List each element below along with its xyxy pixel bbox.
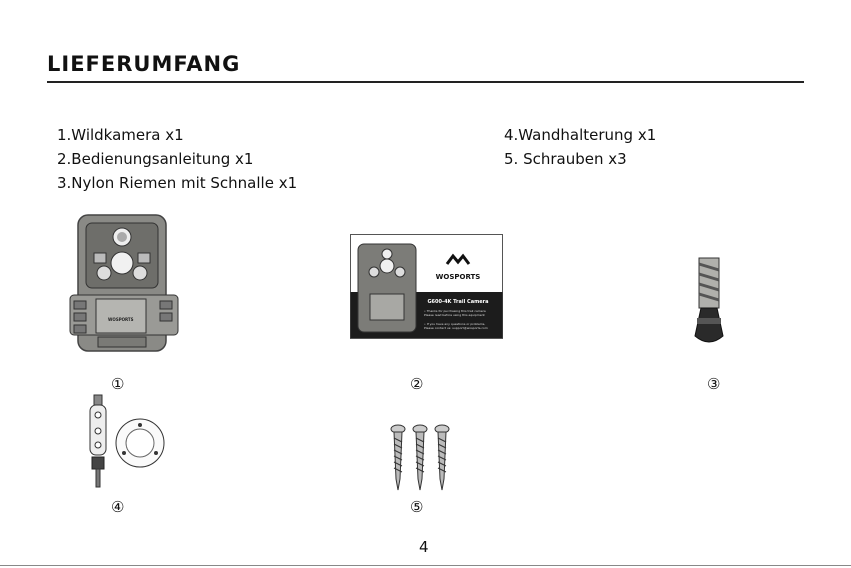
marker-4: ④ (111, 498, 125, 516)
trail-camera-image (68, 213, 180, 355)
manual-line-3: • If you have any questions or problems, (424, 322, 486, 326)
marker-2: ② (410, 375, 424, 393)
page-number: 4 (419, 538, 429, 556)
nylon-strap-image (691, 256, 727, 348)
camera-brand-label: WOSPORTS (108, 317, 134, 322)
marker-3: ③ (707, 375, 721, 393)
screws-image (386, 424, 456, 492)
manual-brand: WOSPORTS (435, 273, 481, 281)
list-item-wildkamera: 1.Wildkamera x1 (57, 126, 184, 144)
bottom-edge (0, 565, 851, 566)
list-item-anleitung: 2.Bedienungsanleitung x1 (57, 150, 254, 168)
marker-5: ⑤ (410, 498, 424, 516)
manual-line-4: Please contact us: support@wosports.com (424, 326, 488, 330)
item-list-right (504, 123, 656, 171)
list-item-schrauben: 5. Schrauben x3 (504, 150, 627, 168)
manual-line-1: • Thanks for purchasing this trail camera (424, 309, 486, 313)
title-divider (47, 81, 804, 83)
manual-line-2: Please read before using this equipment (424, 313, 485, 317)
page-title: LIEFERUMFANG (47, 52, 241, 76)
marker-1: ① (111, 375, 125, 393)
wall-mount-image (78, 393, 170, 493)
manual-image (350, 234, 503, 339)
list-item-wandhalterung: 4.Wandhalterung x1 (504, 126, 657, 144)
item-list-left (57, 123, 297, 195)
list-item-riemen: 3.Nylon Riemen mit Schnalle x1 (57, 174, 298, 192)
manual-product-title: G600-4K Trail Camera (427, 299, 489, 305)
